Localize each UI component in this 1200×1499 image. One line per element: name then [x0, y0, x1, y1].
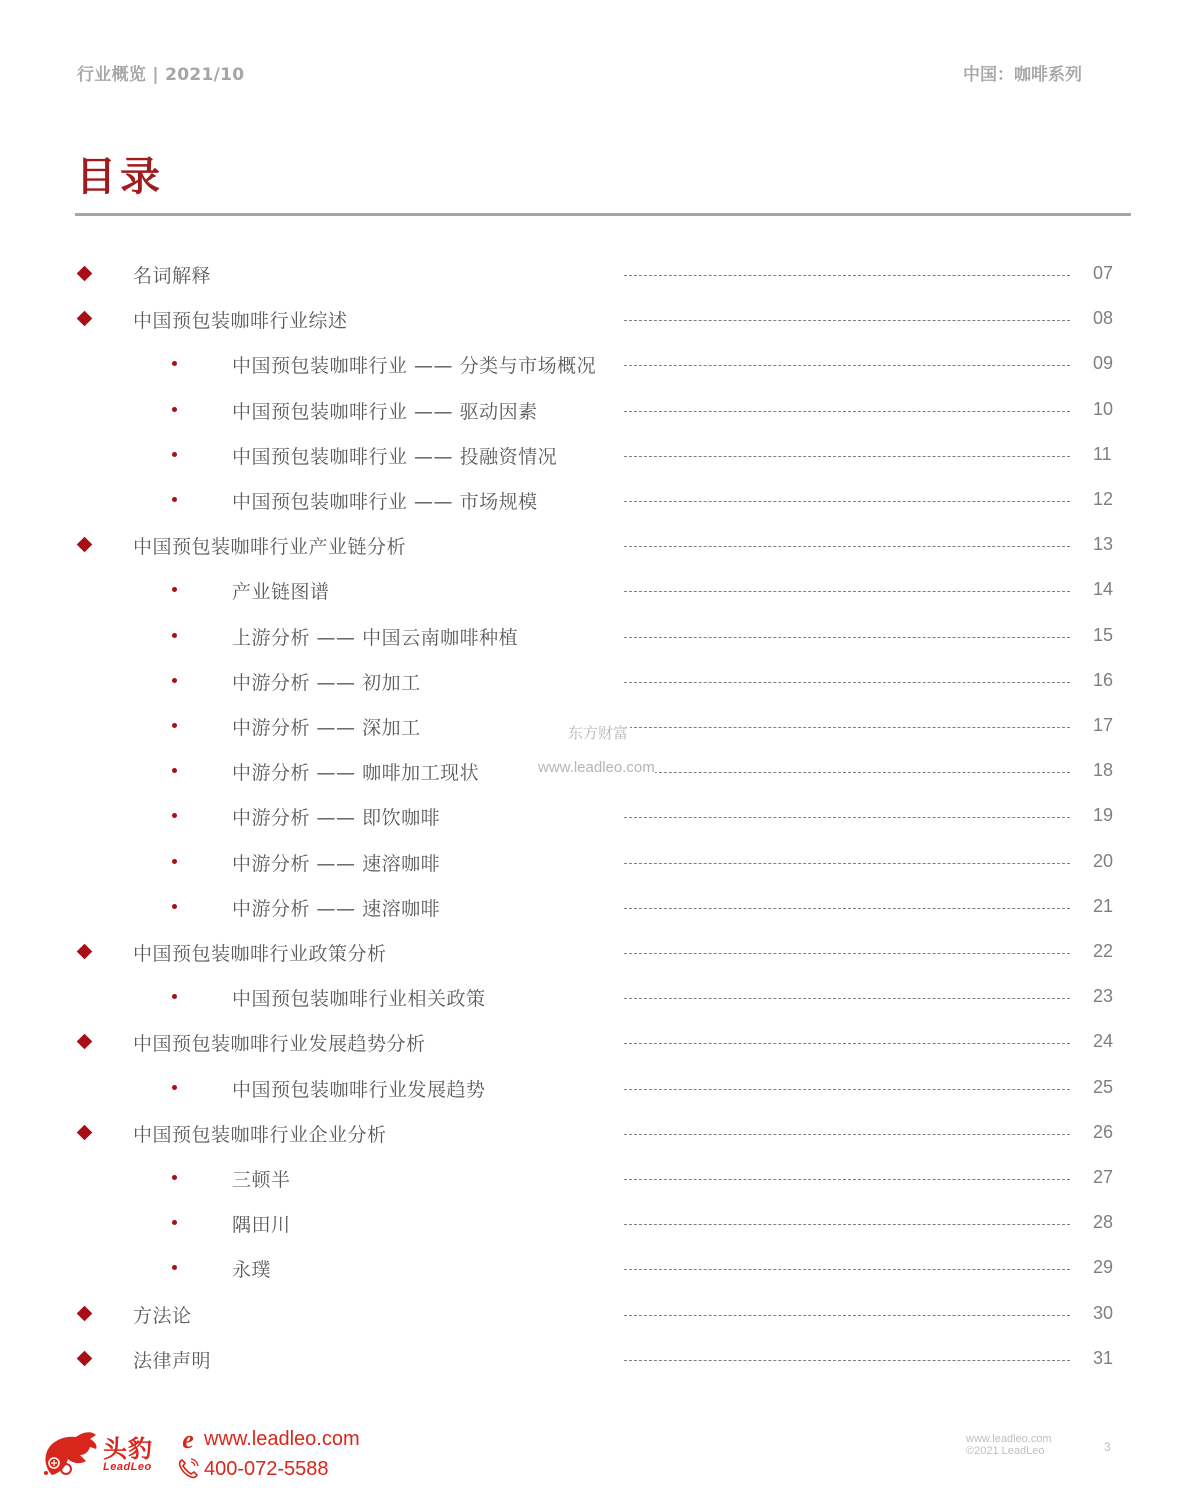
toc-entry-label: 中国预包装咖啡行业发展趋势分析 [133, 1033, 426, 1056]
toc-entry[interactable] [0, 976, 1200, 1021]
toc-entry-page: 08 [1093, 308, 1114, 329]
toc-entry-label: 中国预包装咖啡行业 —— 分类与市场概况 [232, 355, 597, 378]
dotted-leader [624, 1179, 1070, 1180]
toc-entry[interactable] [0, 524, 1200, 569]
toc-entry-label: 中国预包装咖啡行业 —— 市场规模 [232, 491, 538, 513]
brand-name-cn: 头豹 [103, 1435, 153, 1463]
dotted-leader [624, 501, 1070, 502]
toc-entry-label: 中国预包装咖啡行业政策分析 [133, 943, 387, 965]
toc-entry-page: 27 [1093, 1167, 1114, 1187]
toc-entry-page: 26 [1093, 1121, 1114, 1142]
diamond-bullet-icon [77, 311, 93, 327]
website-contact[interactable] [176, 1424, 360, 1454]
dot-bullet-icon [172, 994, 177, 999]
dotted-leader [624, 1315, 1070, 1316]
toc-entry-label: 中国预包装咖啡行业发展趋势 [232, 1078, 486, 1101]
dotted-leader [624, 1089, 1070, 1090]
toc-entry-label: 中游分析 —— 速溶咖啡 [232, 852, 441, 875]
dot-bullet-icon [172, 768, 177, 773]
toc-entry-label: 中国预包装咖啡行业企业分析 [133, 1123, 387, 1146]
toc-entry-label: 中游分析 —— 咖啡加工现状 [232, 762, 480, 785]
toc-entry-page: 19 [1093, 805, 1114, 826]
dotted-leader [624, 1269, 1070, 1270]
page-number: 3 [1104, 1440, 1111, 1454]
toc-entry-label: 中国预包装咖啡行业产业链分析 [133, 536, 407, 559]
dot-bullet-icon [172, 1175, 177, 1180]
toc-entry[interactable] [0, 886, 1200, 931]
toc-entry-label: 中游分析 —— 速溶咖啡 [232, 897, 441, 920]
toc-entry[interactable] [0, 389, 1200, 434]
dotted-leader [624, 863, 1070, 864]
dotted-leader [624, 772, 1070, 773]
toc-entry-page: 07 [1093, 263, 1114, 283]
toc-entry-page: 24 [1093, 1031, 1114, 1052]
diamond-bullet-icon [77, 537, 93, 553]
toc-entry-page: 25 [1093, 1076, 1114, 1097]
footer-small-url: www.leadleo.com [966, 1433, 1052, 1445]
watermark-text: 东方财富 [568, 724, 629, 742]
dotted-leader [624, 1134, 1070, 1135]
dotted-leader [624, 591, 1070, 592]
toc-entry[interactable] [0, 1067, 1200, 1112]
dotted-leader [624, 1360, 1070, 1361]
dot-bullet-icon [172, 361, 177, 366]
toc-entry-page: 12 [1093, 489, 1114, 509]
dotted-leader [624, 908, 1070, 909]
diamond-bullet-icon [77, 1034, 93, 1050]
toc-entry[interactable] [0, 795, 1200, 840]
toc-entry-page: 20 [1093, 850, 1114, 871]
toc-entry-label: 中国预包装咖啡行业 —— 驱动因素 [232, 400, 538, 423]
dot-bullet-icon [172, 1085, 177, 1090]
toc-entry-label: 产业链图谱 [232, 581, 330, 604]
header-series-title: 中国：咖啡系列 [963, 65, 1082, 85]
toc-entry-label: 中游分析 —— 初加工 [232, 671, 421, 694]
toc-entry-label: 永璞 [232, 1259, 272, 1282]
dotted-leader [624, 456, 1070, 457]
dot-bullet-icon [172, 859, 177, 864]
dotted-leader [624, 275, 1070, 276]
dotted-leader [624, 953, 1070, 954]
dot-bullet-icon [172, 1220, 177, 1225]
toc-entry[interactable] [0, 479, 1200, 524]
toc-entry-page: 14 [1093, 579, 1114, 600]
header-report-type-date: 行业概览 | 2021/10 [77, 65, 245, 85]
toc-entry-page: 17 [1093, 715, 1114, 735]
diamond-bullet-icon [77, 266, 93, 282]
dot-bullet-icon [172, 633, 177, 638]
toc-entry-label: 法律声明 [133, 1349, 212, 1372]
dotted-leader [624, 365, 1070, 366]
toc-entry[interactable] [0, 1157, 1200, 1202]
toc-entry-page: 11 [1093, 443, 1112, 464]
toc-entry-page: 16 [1093, 669, 1114, 690]
footer-copyright-text: ©2021 LeadLeo [966, 1445, 1045, 1457]
toc-entry[interactable] [0, 1112, 1200, 1157]
dot-bullet-icon [172, 587, 177, 592]
dot-bullet-icon [172, 407, 177, 412]
toc-entry[interactable] [0, 931, 1200, 976]
dotted-leader [624, 411, 1070, 412]
dot-bullet-icon [172, 1265, 177, 1270]
toc-entry-page: 21 [1093, 895, 1114, 916]
toc-entry-label: 隅田川 [232, 1214, 291, 1237]
toc-entry[interactable] [0, 1021, 1200, 1066]
toc-entry-page: 29 [1093, 1257, 1114, 1278]
toc-entry-page: 22 [1093, 941, 1114, 961]
toc-entry-label: 中游分析 —— 深加工 [232, 717, 421, 739]
watermark-url: www.leadleo.com [538, 759, 655, 776]
ie-browser-icon: e [182, 1424, 194, 1454]
toc-entry[interactable] [0, 1293, 1200, 1338]
toc-entry-label: 名词解释 [133, 265, 212, 287]
toc-entry-page: 23 [1093, 986, 1114, 1007]
toc-entry-label: 中国预包装咖啡行业 —— 投融资情况 [232, 445, 558, 468]
toc-entry-label: 中国预包装咖啡行业综述 [133, 310, 348, 333]
toc-entry-label: 上游分析 —— 中国云南咖啡种植 [232, 626, 519, 649]
toc-entry[interactable] [0, 253, 1200, 298]
dotted-leader [624, 682, 1070, 683]
toc-entry[interactable] [0, 434, 1200, 479]
diamond-bullet-icon [77, 1305, 93, 1321]
dotted-leader [624, 1043, 1070, 1044]
footer-copyright [966, 1433, 1056, 1457]
toc-entry[interactable] [0, 569, 1200, 614]
toc-entry[interactable] [0, 298, 1200, 343]
brand-name-en: LeadLeo [103, 1461, 152, 1473]
toc-entry-label: 中游分析 —— 即饮咖啡 [232, 807, 441, 830]
dot-bullet-icon [172, 904, 177, 909]
toc-entry-page: 15 [1093, 624, 1114, 645]
toc-entry[interactable] [0, 615, 1200, 660]
dot-bullet-icon [172, 497, 177, 502]
phone-number: 400-072-5588 [204, 1457, 329, 1480]
dotted-leader [624, 998, 1070, 999]
title-divider [75, 213, 1131, 216]
toc-entry-page: 28 [1093, 1212, 1114, 1233]
toc-entry[interactable] [0, 1338, 1200, 1383]
toc-entry-label: 三顿半 [232, 1169, 291, 1191]
diamond-bullet-icon [77, 944, 93, 960]
toc-entry-page: 09 [1093, 353, 1114, 374]
toc-entry-page: 10 [1093, 398, 1114, 419]
dot-bullet-icon [172, 678, 177, 683]
toc-entry-label: 方法论 [133, 1304, 192, 1327]
page-title: 目录 [76, 154, 164, 200]
website-link[interactable]: www.leadleo.com [204, 1428, 360, 1450]
dotted-leader [624, 546, 1070, 547]
dotted-leader [624, 817, 1070, 818]
diamond-bullet-icon [77, 1351, 93, 1367]
dot-bullet-icon [172, 813, 177, 818]
dotted-leader [624, 1224, 1070, 1225]
diamond-bullet-icon [77, 1125, 93, 1141]
toc-entry[interactable] [0, 660, 1200, 705]
toc-entry[interactable] [0, 841, 1200, 886]
toc-entry-page: 30 [1093, 1302, 1114, 1323]
dot-bullet-icon [172, 723, 177, 728]
dotted-leader [624, 727, 1070, 728]
dotted-leader [624, 637, 1070, 638]
dot-bullet-icon [172, 452, 177, 457]
dotted-leader [624, 320, 1070, 321]
toc-entry[interactable] [0, 1202, 1200, 1247]
toc-entry-page: 13 [1093, 534, 1114, 555]
toc-entry-page: 31 [1093, 1347, 1114, 1368]
phone-icon [176, 1457, 200, 1481]
phone-contact [176, 1457, 329, 1481]
toc-entry-label: 中国预包装咖啡行业相关政策 [232, 988, 486, 1011]
toc-entry[interactable] [0, 343, 1200, 388]
toc-entry[interactable] [0, 1247, 1200, 1292]
toc-entry-page: 18 [1093, 760, 1114, 781]
